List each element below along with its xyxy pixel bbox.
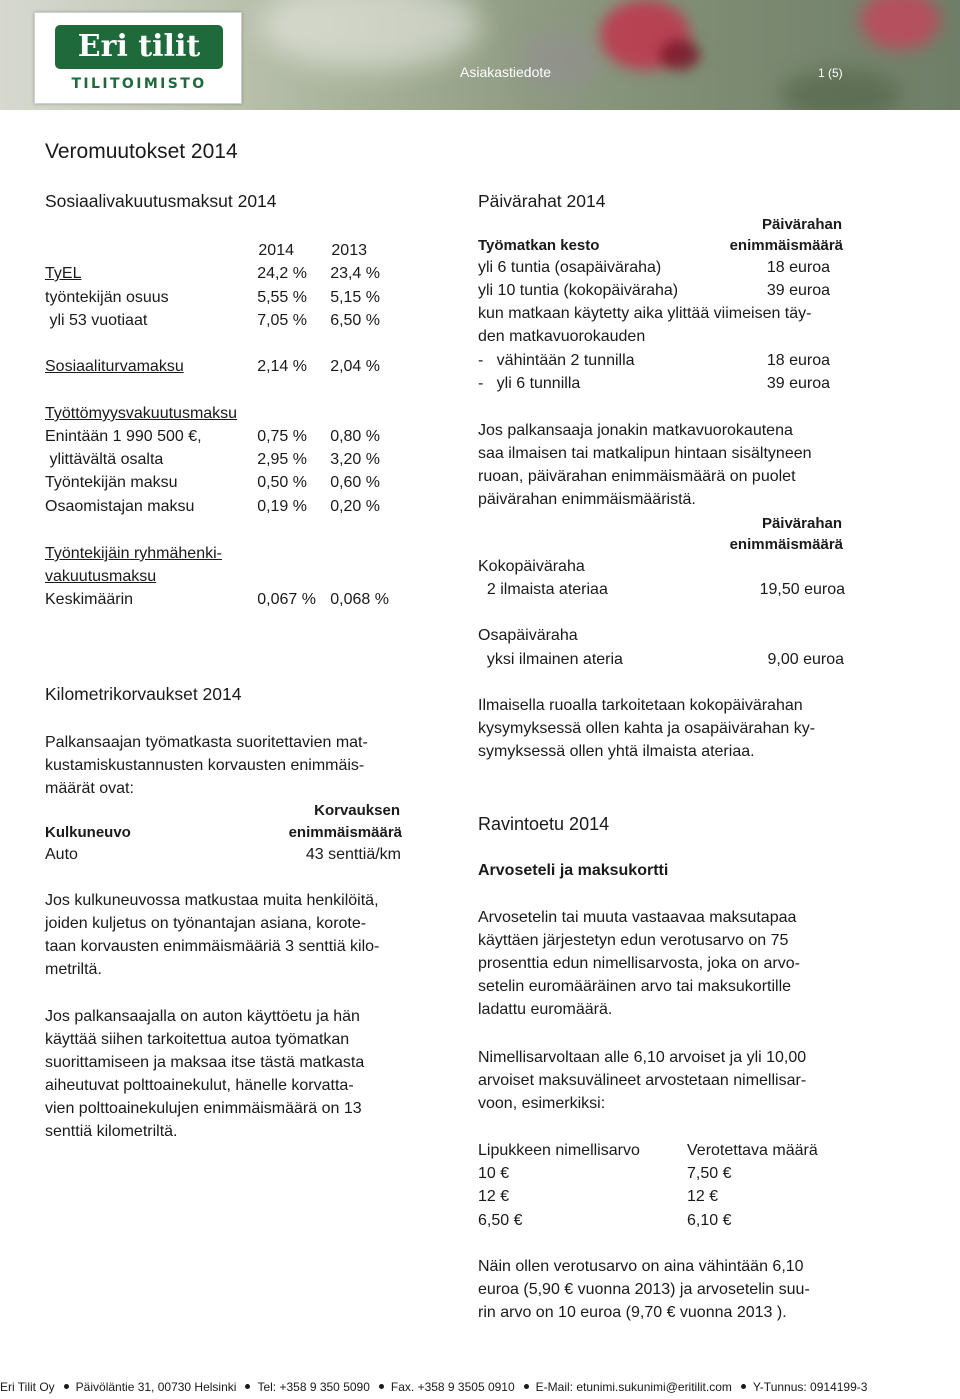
duration-label: yli 6 tuntia (osapäiväraha) (478, 259, 662, 276)
mileage-amount: 43 senttiä/km (305, 846, 401, 863)
value-2013: 2,04 % (330, 358, 380, 375)
column-header-allowance: enimmäismäärä (729, 536, 843, 553)
allowance-value: 19,50 euroa (759, 581, 845, 598)
nominal-value: 12 € (478, 1188, 510, 1205)
row-label: Työttömyysvakuutusmaksu (45, 405, 238, 422)
text-line: prosenttia edun nimellisarvosta, joka on arvo- (478, 955, 800, 972)
text-line: kun matkaan käytetty aika ylittää viimeisen täy- (478, 305, 812, 322)
duration-label: - yli 6 tunnilla (478, 375, 581, 392)
duration-label: - vähintään 2 tunnilla (478, 352, 635, 369)
allowance-value: 39 euroa (766, 282, 830, 299)
value-2014: 0,19 % (257, 498, 307, 515)
mileage-paragraph (45, 889, 379, 981)
value-2013: 0,20 % (330, 498, 380, 515)
value-2014: 2,14 % (257, 358, 307, 375)
meal-benefit-paragraph (478, 1255, 810, 1324)
text-line: Nimellisarvoltaan alle 6,10 arvoiset ja yli 10,00 (478, 1049, 807, 1066)
value-2013: 3,20 % (330, 451, 380, 468)
footer-phone: Tel: +358 9 350 5090 (257, 1380, 370, 1394)
text-line: den matkavuorokauden (478, 328, 646, 345)
text-line: Jos palkansaajalla on auton käyttöetu ja hän (45, 1008, 360, 1025)
allowance-value: 39 euroa (766, 375, 830, 392)
text-line: käyttäen järjestetyn edun verotusarvo on 75 (478, 932, 789, 949)
text-line: määrät ovat: (45, 780, 134, 797)
text-line: ladattu euromäärä. (478, 1001, 613, 1018)
column-header-taxable: Verotettava määrä (687, 1142, 818, 1159)
row-label: Työntekijäin ryhmähenki- (45, 545, 222, 562)
value-2014: 0,067 % (257, 591, 316, 608)
row-label: Sosiaaliturvamaksu (45, 358, 184, 375)
value-2014: 2,95 % (257, 451, 307, 468)
mileage-paragraph (45, 1005, 364, 1143)
value-2013: 23,4 % (330, 265, 380, 282)
footer (0, 1375, 960, 1399)
footer-fax: Fax. +358 9 3505 0910 (390, 1380, 515, 1394)
allowance-paragraph (478, 419, 812, 511)
document-title: Veromuutokset 2014 (45, 140, 238, 163)
row-label: Osaomistajan maksu (45, 498, 195, 515)
flower-image (660, 40, 700, 70)
text-line: vien polttoainekulujen enimmäismäärä on 13 (45, 1100, 362, 1117)
allowance-value: 18 euroa (766, 259, 830, 276)
banner-background (260, 0, 480, 70)
text-line: euroa (5,90 € vuonna 2013) ja arvosetelin suu- (478, 1281, 810, 1298)
value-2013: 5,15 % (330, 289, 380, 306)
row-label: vakuutusmaksu (45, 568, 157, 585)
value-2013: 0,80 % (330, 428, 380, 445)
column-header-allowance: Päivärahan (761, 515, 842, 532)
text-line: kustamiskustannusten korvausten enimmäis- (45, 757, 365, 774)
logo-text: Eri tilit (55, 25, 223, 69)
value-2014: 0,50 % (257, 474, 307, 491)
footer-company: Eri Tilit Oy (0, 1380, 55, 1394)
text-line: Ilmaisella ruoalla tarkoitetaan kokopäivärahan (478, 697, 803, 714)
daily-allowance-heading: Päivärahat 2014 (478, 191, 606, 211)
row-label: Enintään 1 990 500 €, (45, 428, 202, 445)
duration-note (478, 302, 811, 348)
nominal-value: 6,50 € (478, 1212, 523, 1229)
bullet-icon (64, 1384, 69, 1389)
duration-label: yli 10 tuntia (kokopäiväraha) (478, 282, 679, 299)
text-line: aiheutuvat polttoainekulut, hänelle korvatta- (45, 1077, 354, 1094)
mileage-intro (45, 731, 368, 800)
footer-email: E-Mail: etunimi.sukunimi@eritilit.com (535, 1380, 732, 1394)
row-label: Työntekijän maksu (45, 474, 178, 491)
text-line: ruoan, päivärahan enimmäismäärä on puolet (478, 468, 796, 485)
logo-subtitle: TILITOIMISTO (71, 76, 207, 92)
text-line: Jos palkansaaja jonakin matkavuorokautena (478, 422, 793, 439)
row-label: yli 53 vuotiaat (45, 312, 148, 329)
bullet-icon (741, 1384, 746, 1389)
banner-background (520, 30, 600, 90)
footer-business-id: Y-Tunnus: 0914199-3 (752, 1380, 868, 1394)
column-header-duration: Työmatkan kesto (478, 237, 600, 254)
value-2013: 6,50 % (330, 312, 380, 329)
meal-benefit-subheading: Arvoseteli ja maksukortti (478, 862, 669, 879)
text-line: päivärahan enimmäismääristä. (478, 491, 696, 508)
text-line: käyttää siihen tarkoitettua autoa työmatkan (45, 1031, 350, 1048)
value-2014: 5,55 % (257, 289, 307, 306)
allowance-type: Osapäiväraha (478, 627, 578, 644)
allowance-value: 9,00 euroa (767, 651, 844, 668)
row-label: Keskimäärin (45, 591, 134, 608)
flower-image (860, 0, 940, 50)
column-header-amount: Korvauksen (314, 802, 400, 819)
value-2014: 24,2 % (257, 265, 307, 282)
nominal-value: 10 € (478, 1165, 510, 1182)
value-2014: 0,75 % (257, 428, 307, 445)
column-header-amount: enimmäismäärä (288, 824, 402, 841)
column-header-2013: 2013 (331, 242, 367, 259)
text-line: Palkansaajan työmatkasta suoritettavien mat- (45, 734, 368, 751)
mileage-heading: Kilometrikorvaukset 2014 (45, 684, 242, 704)
row-label: ylittävältä osalta (45, 451, 164, 468)
text-line: Jos kulkuneuvossa matkustaa muita henkilöitä, (45, 892, 379, 909)
text-line: kysymyksessä ollen kahta ja osapäivärahan ky- (478, 720, 816, 737)
column-header-2014: 2014 (258, 242, 294, 259)
text-line: Arvosetelin tai muuta vastaavaa maksutapaa (478, 909, 797, 926)
column-header-nominal: Lipukkeen nimellisarvo (478, 1142, 640, 1159)
text-line: metriltä. (45, 961, 102, 978)
text-line: rin arvo on 10 euroa (9,70 € vuonna 2013 ). (478, 1304, 787, 1321)
text-line: suorittamiseen ja maksaa itse tästä matkasta (45, 1054, 365, 1071)
vehicle-name: Auto (45, 846, 78, 863)
row-label: työntekijän osuus (45, 289, 169, 306)
value-2013: 0,60 % (330, 474, 380, 491)
header-banner (0, 0, 960, 110)
taxable-value: 12 € (687, 1188, 719, 1205)
bullet-icon (524, 1384, 529, 1389)
column-header-allowance: Päivärahan (761, 216, 842, 233)
text-line: arvoiset maksuvälineet arvostetaan nimellisar- (478, 1072, 807, 1089)
text-line: Näin ollen verotusarvo on aina vähintään 6,10 (478, 1258, 804, 1275)
bullet-icon (379, 1384, 384, 1389)
text-line: senttiä kilometriltä. (45, 1123, 178, 1140)
column-header-vehicle: Kulkuneuvo (45, 824, 131, 841)
meal-benefit-paragraph (478, 1046, 806, 1115)
text-line: voon, esimerkiksi: (478, 1095, 606, 1112)
allowance-paragraph (478, 694, 815, 763)
value-2014: 7,05 % (257, 312, 307, 329)
bullet-icon (245, 1384, 250, 1389)
meal-benefit-paragraph (478, 906, 800, 1021)
company-logo (34, 12, 242, 104)
text-line: saa ilmaisen tai matkalipun hintaan sisältyneen (478, 445, 812, 462)
taxable-value: 7,50 € (687, 1165, 732, 1182)
taxable-value: 6,10 € (687, 1212, 732, 1229)
page-number: 1 (5) (818, 66, 843, 80)
header-title: Asiakastiedote (460, 64, 552, 80)
value-2013: 0,068 % (330, 591, 389, 608)
allowance-type: Kokopäiväraha (478, 558, 585, 575)
footer-address: Päivöläntie 31, 00730 Helsinki (75, 1380, 237, 1394)
column-header-allowance: enimmäismäärä (729, 237, 843, 254)
social-security-heading: Sosiaalivakuutusmaksut 2014 (45, 191, 277, 211)
text-line: taan korvausten enimmäismääriä 3 senttiä kilo- (45, 938, 380, 955)
row-label: TyEL (45, 265, 82, 282)
allowance-value: 18 euroa (766, 352, 830, 369)
meal-benefit-heading: Ravintoetu 2014 (478, 814, 610, 834)
text-line: symyksessä ollen yhtä ilmaista ateriaa. (478, 743, 755, 760)
text-line: joiden kuljetus on työnantajan asiana, korote- (45, 915, 367, 932)
text-line: setelin euromääräinen arvo tai maksukortille (478, 978, 792, 995)
allowance-detail: yksi ilmainen ateria (478, 651, 623, 668)
allowance-detail: 2 ilmaista ateriaa (478, 581, 608, 598)
